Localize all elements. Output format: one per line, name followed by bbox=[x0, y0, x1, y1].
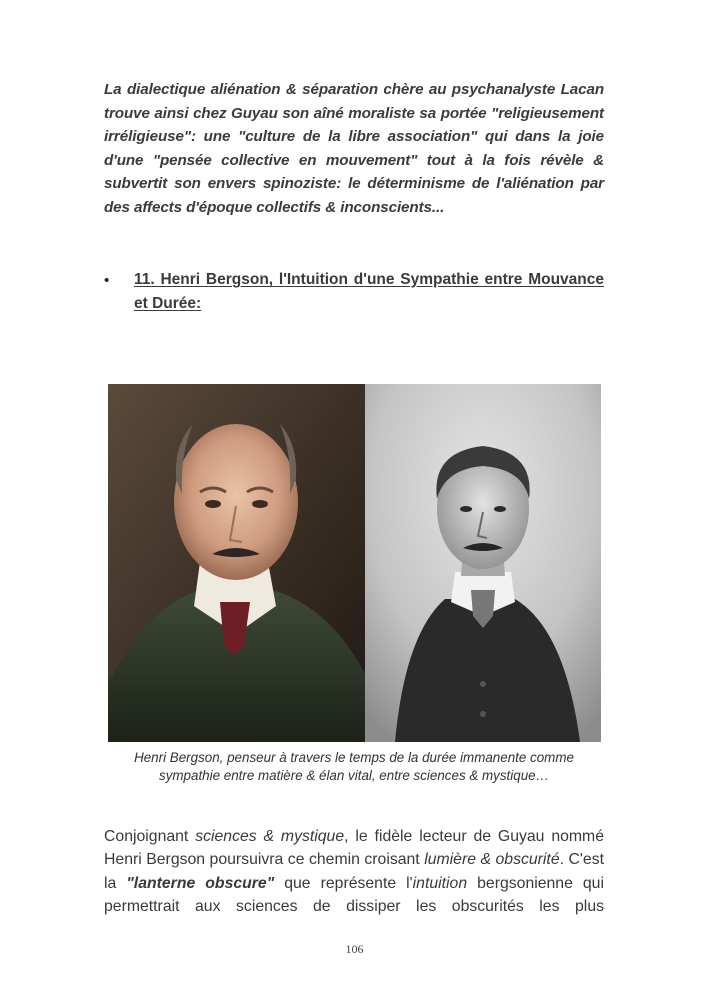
section-heading: 11. Henri Bergson, l'Intuition d'une Sympathie entre Mouvance et Durée: bbox=[134, 271, 604, 312]
figure-caption: Henri Bergson, penseur à travers le temps de la durée immanente comme sympathie entre matière & élan vital, entre sciences & mystique… bbox=[134, 750, 574, 783]
intro-paragraph: La dialectique aliénation & séparation chère au psychanalyste Lacan trouve ainsi chez Guyau son aîné moraliste sa portée "religieusement irréligieuse": une "culture de la libre association" qui dans la joie d'une "pensée collective en mouvement" tout à la fois révèle & subvertit son envers spinoziste: le déterminisme de l'aliénation par des affects d'époque collectifs & inconscients... bbox=[104, 81, 604, 216]
body-text-run: , le fidèle lecteur de Guyau nommé Henri Bergson poursuivra ce chemin croisant bbox=[104, 828, 604, 869]
page-number: 106 bbox=[345, 942, 364, 956]
body-emphasis: sciences & mystique bbox=[195, 828, 345, 845]
body-strong-emphasis: "lanterne obscure" bbox=[126, 874, 275, 892]
bergson-bw-portrait bbox=[365, 384, 601, 742]
bullet-symbol: • bbox=[104, 272, 110, 289]
body-emphasis: intuition bbox=[412, 874, 468, 892]
body-text-run: . C'est la bbox=[104, 851, 604, 892]
bergson-color-portrait bbox=[108, 384, 365, 742]
body-text-run: bergsonienne qui permettrait aux sciences de dissiper les obscurités les plus bbox=[104, 874, 604, 916]
body-text-run: que représente l' bbox=[274, 874, 413, 892]
body-emphasis: lumière & obscurité bbox=[424, 851, 560, 869]
body-text-run: Conjoignant bbox=[104, 828, 196, 845]
figure-portraits bbox=[108, 384, 601, 742]
body-paragraph bbox=[104, 825, 604, 919]
